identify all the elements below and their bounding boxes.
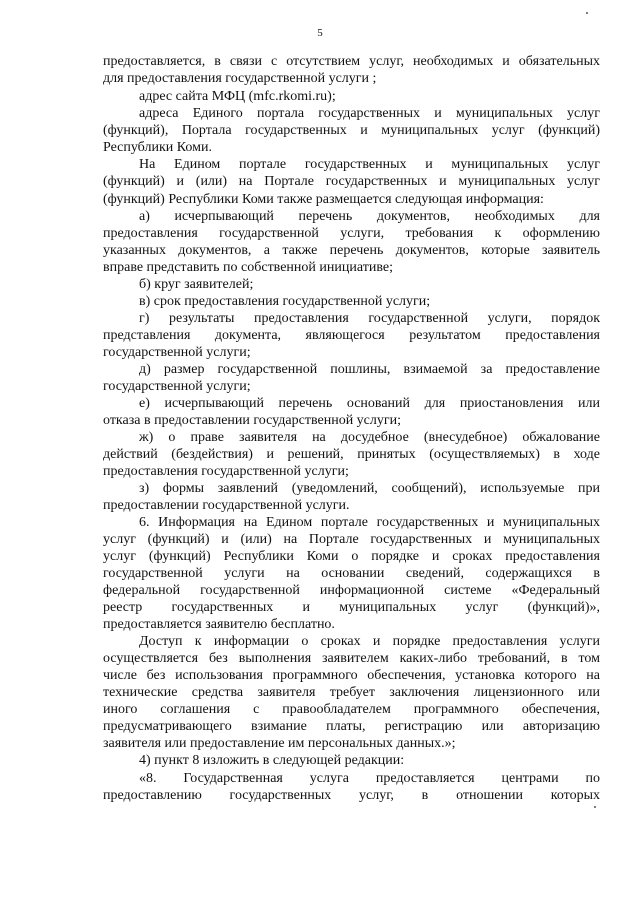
text-line: предоставления государственной услуги, требования к оформлению: [103, 226, 600, 241]
text-line: предоставляется заявителю бесплатно.: [103, 617, 335, 632]
text-line: числе без использования программного обеспечения, установка которого на: [103, 668, 600, 683]
text-line: предоставления государственной услуги;: [103, 464, 349, 479]
text-line: предоставлению государственных услуг, в отношении которых: [103, 788, 600, 803]
text-line: услуг (функций) и (или) на Портале государственных и муниципальных: [103, 532, 600, 547]
scan-speck: [586, 12, 588, 14]
text-line: вправе представить по собственной инициативе;: [103, 260, 393, 275]
text-line: Доступ к информации о сроках и порядке предоставления услуги: [139, 634, 600, 649]
text-line: заявителя или предоставление им персональных данных.»;: [103, 736, 456, 751]
text-line: реестр государственных и муниципальных услуг (функций)»,: [103, 600, 600, 615]
text-line: ж) о праве заявителя на досудебное (внесудебное) обжалование: [139, 430, 600, 445]
text-line: указанных документов, а также перечень документов, которые заявитель: [103, 243, 600, 258]
text-line: иного соглашения с правообладателем программного обеспечения,: [103, 702, 600, 717]
text-line: федеральной государственной информационной системе «Федеральный: [103, 583, 600, 598]
text-line: д) размер государственной пошлины, взимаемой за предоставление: [139, 362, 600, 377]
text-line: предусматривающего взимание платы, регистрацию или авторизацию: [103, 719, 600, 734]
text-line: предоставляется, в связи с отсутствием услуг, необходимых и обязательных: [103, 54, 600, 69]
text-line: Республики Коми.: [103, 140, 212, 155]
text-line: е) исчерпывающий перечень оснований для приостановления или: [139, 396, 600, 411]
text-line: действий (бездействия) и решений, принятых (осуществляемых) в ходе: [103, 447, 600, 462]
text-line: На Едином портале государственных и муниципальных услуг: [139, 157, 600, 172]
text-line: государственной услуги;: [103, 379, 251, 394]
text-line: г) результаты предоставления государственной услуги, порядок: [139, 311, 600, 326]
text-line: «8. Государственная услуга предоставляется центрами по: [139, 771, 600, 786]
page-number: 5: [317, 27, 323, 39]
text-line: отказа в предоставлении государственной услуги;: [103, 413, 402, 428]
text-line: технические средства заявителя требует заключения лицензионного или: [103, 685, 600, 700]
text-line: адрес сайта МФЦ (mfc.rkomi.ru);: [139, 89, 336, 104]
text-line: (функций), Портала государственных и муниципальных услуг (функций): [103, 123, 600, 138]
text-line: б) круг заявителей;: [139, 277, 254, 292]
text-line: предоставлении государственной услуги.: [103, 498, 350, 513]
text-line: для предоставления государственной услуги ;: [103, 71, 377, 86]
text-line: услуг (функций) Республики Коми о порядке и сроках предоставления: [103, 549, 600, 564]
scan-speck: [594, 806, 596, 808]
text-line: 4) пункт 8 изложить в следующей редакции:: [139, 753, 405, 768]
text-line: адреса Единого портала государственных и муниципальных услуг: [139, 106, 600, 121]
text-line: 6. Информация на Едином портале государственных и муниципальных: [139, 515, 600, 530]
text-line: государственной услуги;: [103, 345, 251, 360]
text-line: (функций) Республики Коми также размещается следующая информация:: [103, 192, 544, 207]
text-line: осуществляется без выполнения заявителем каких-либо требований, в том: [103, 651, 600, 666]
text-line: представления документа, являющегося результатом предоставления: [103, 328, 600, 343]
text-line: государственной услуги на основании сведений, содержащихся в: [103, 566, 600, 581]
text-line: з) формы заявлений (уведомлений, сообщений), используемые при: [139, 481, 600, 496]
text-line: а) исчерпывающий перечень документов, необходимых для: [139, 209, 600, 224]
text-line: (функций) и (или) на Портале государственных и муниципальных услуг: [103, 174, 600, 189]
text-line: в) срок предоставления государственной услуги;: [139, 294, 431, 309]
